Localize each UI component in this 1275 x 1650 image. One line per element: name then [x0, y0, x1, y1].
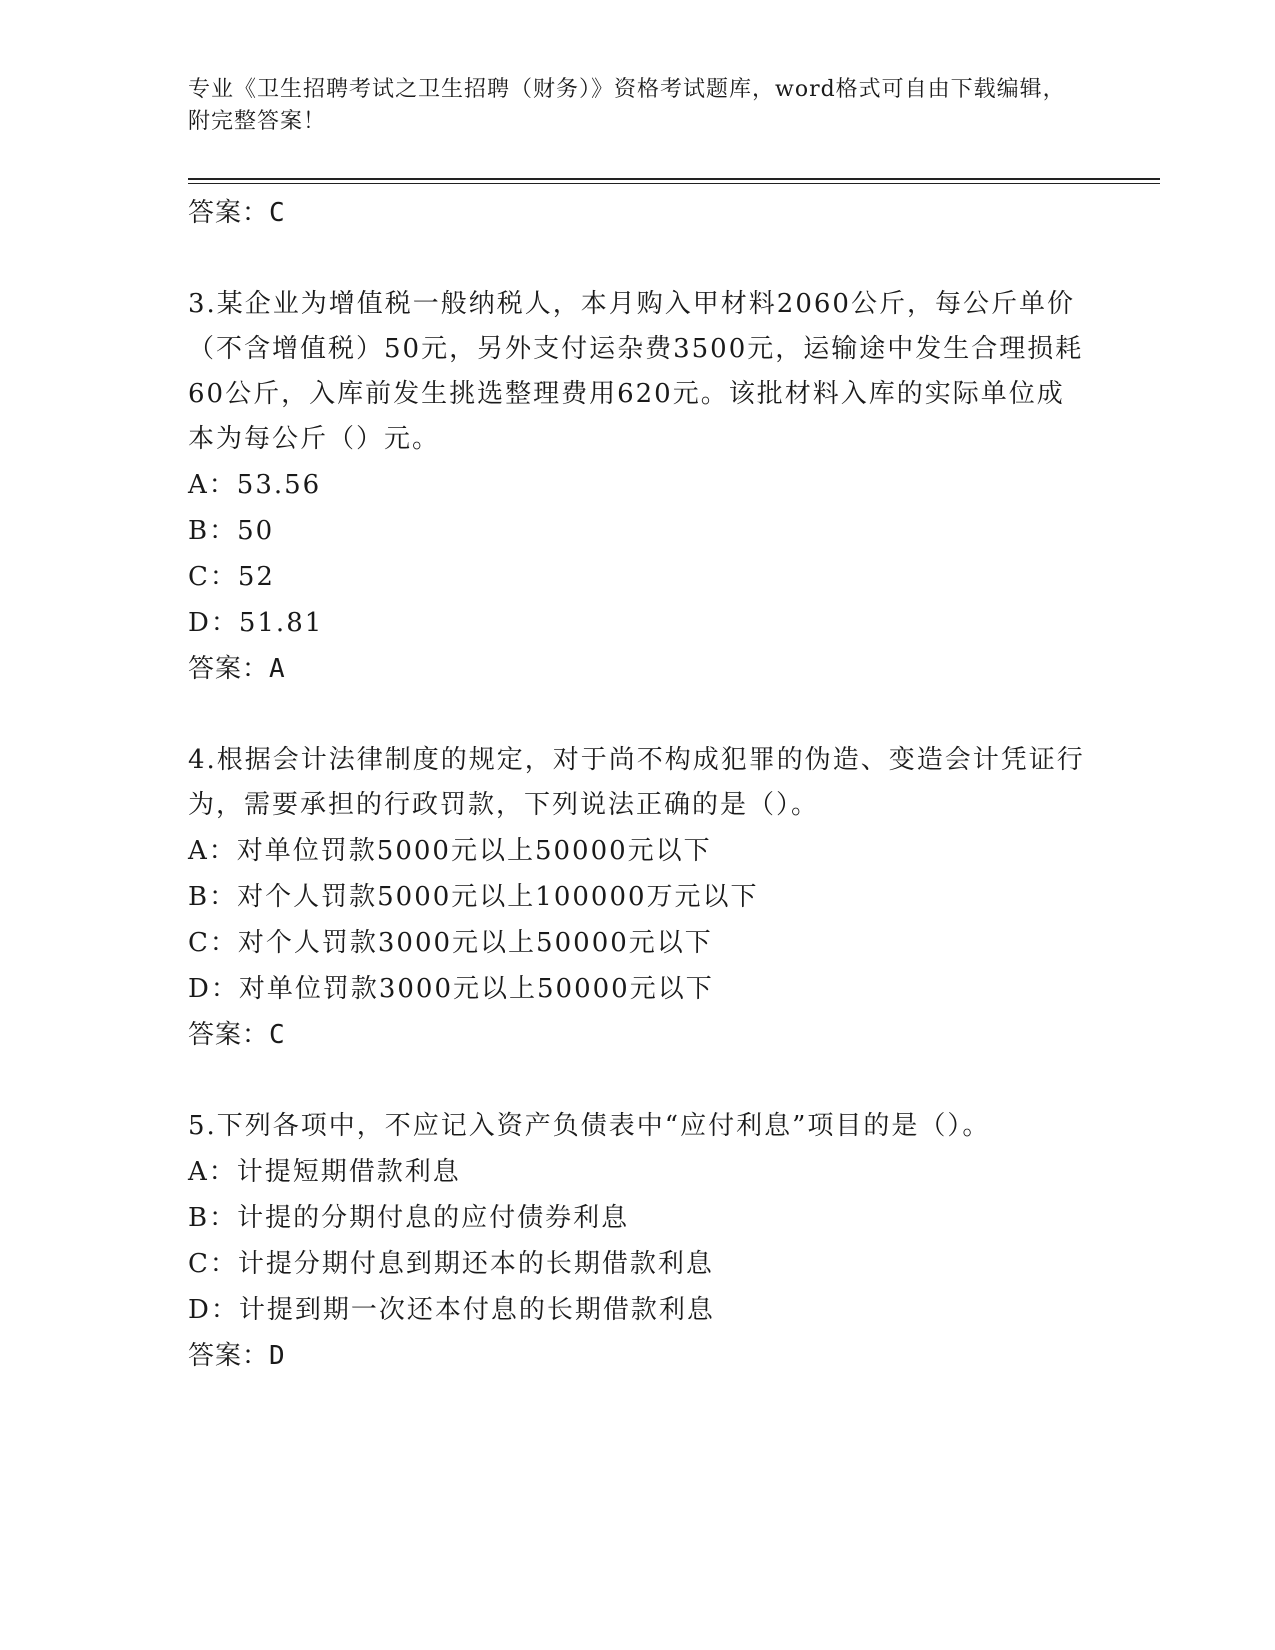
option-a: A：53.56 — [188, 470, 322, 500]
header-rule-thin — [188, 183, 1160, 184]
question-block-4 — [188, 738, 1088, 1058]
option-d: D：对单位罚款3000元以上50000元以下 — [188, 974, 714, 1004]
header-rule-thick — [188, 178, 1160, 180]
question-text: 4.根据会计法律制度的规定，对于尚不构成犯罪的伪造、变造会计凭证行为，需要承担的行政罚款，下列说法正确的是（）。 — [188, 745, 1085, 820]
question-answer: 答案：A — [188, 654, 286, 684]
previous-answer: 答案：C — [188, 198, 286, 228]
option-c: C：计提分期付息到期还本的长期借款利息 — [188, 1249, 714, 1279]
question-block-5 — [188, 1104, 1088, 1379]
option-b: B：计提的分期付息的应付债券利息 — [188, 1203, 630, 1233]
option-b: B：对个人罚款5000元以上100000万元以下 — [188, 882, 759, 912]
question-list — [188, 190, 1088, 1379]
question-answer: 答案：D — [188, 1341, 286, 1371]
option-c: C：52 — [188, 562, 275, 592]
option-a: A：对单位罚款5000元以上50000元以下 — [188, 836, 712, 866]
option-d: D：计提到期一次还本付息的长期借款利息 — [188, 1295, 715, 1325]
option-a: A：计提短期借款利息 — [188, 1157, 461, 1187]
question-text: 5.下列各项中，不应记入资产负债表中“应付利息”项目的是（）。 — [188, 1111, 991, 1141]
question-answer: 答案：C — [188, 1020, 286, 1050]
option-b: B：50 — [188, 516, 275, 546]
question-block-3 — [188, 282, 1088, 692]
page-header: 专业《卫生招聘考试之卫生招聘（财务）》资格考试题库，word格式可自由下载编辑，附完整答案！ — [188, 77, 1066, 134]
option-c: C：对个人罚款3000元以上50000元以下 — [188, 928, 713, 958]
question-text: 3.某企业为增值税一般纳税人，本月购入甲材料2060公斤，每公斤单价（不含增值税）50元，另外支付运杂费3500元，运输途中发生合理损耗60公斤，入库前发生挑选整理费用620元。该批材料入库的实际单位成本为每公斤（）元。 — [188, 289, 1084, 454]
option-d: D：51.81 — [188, 608, 324, 638]
